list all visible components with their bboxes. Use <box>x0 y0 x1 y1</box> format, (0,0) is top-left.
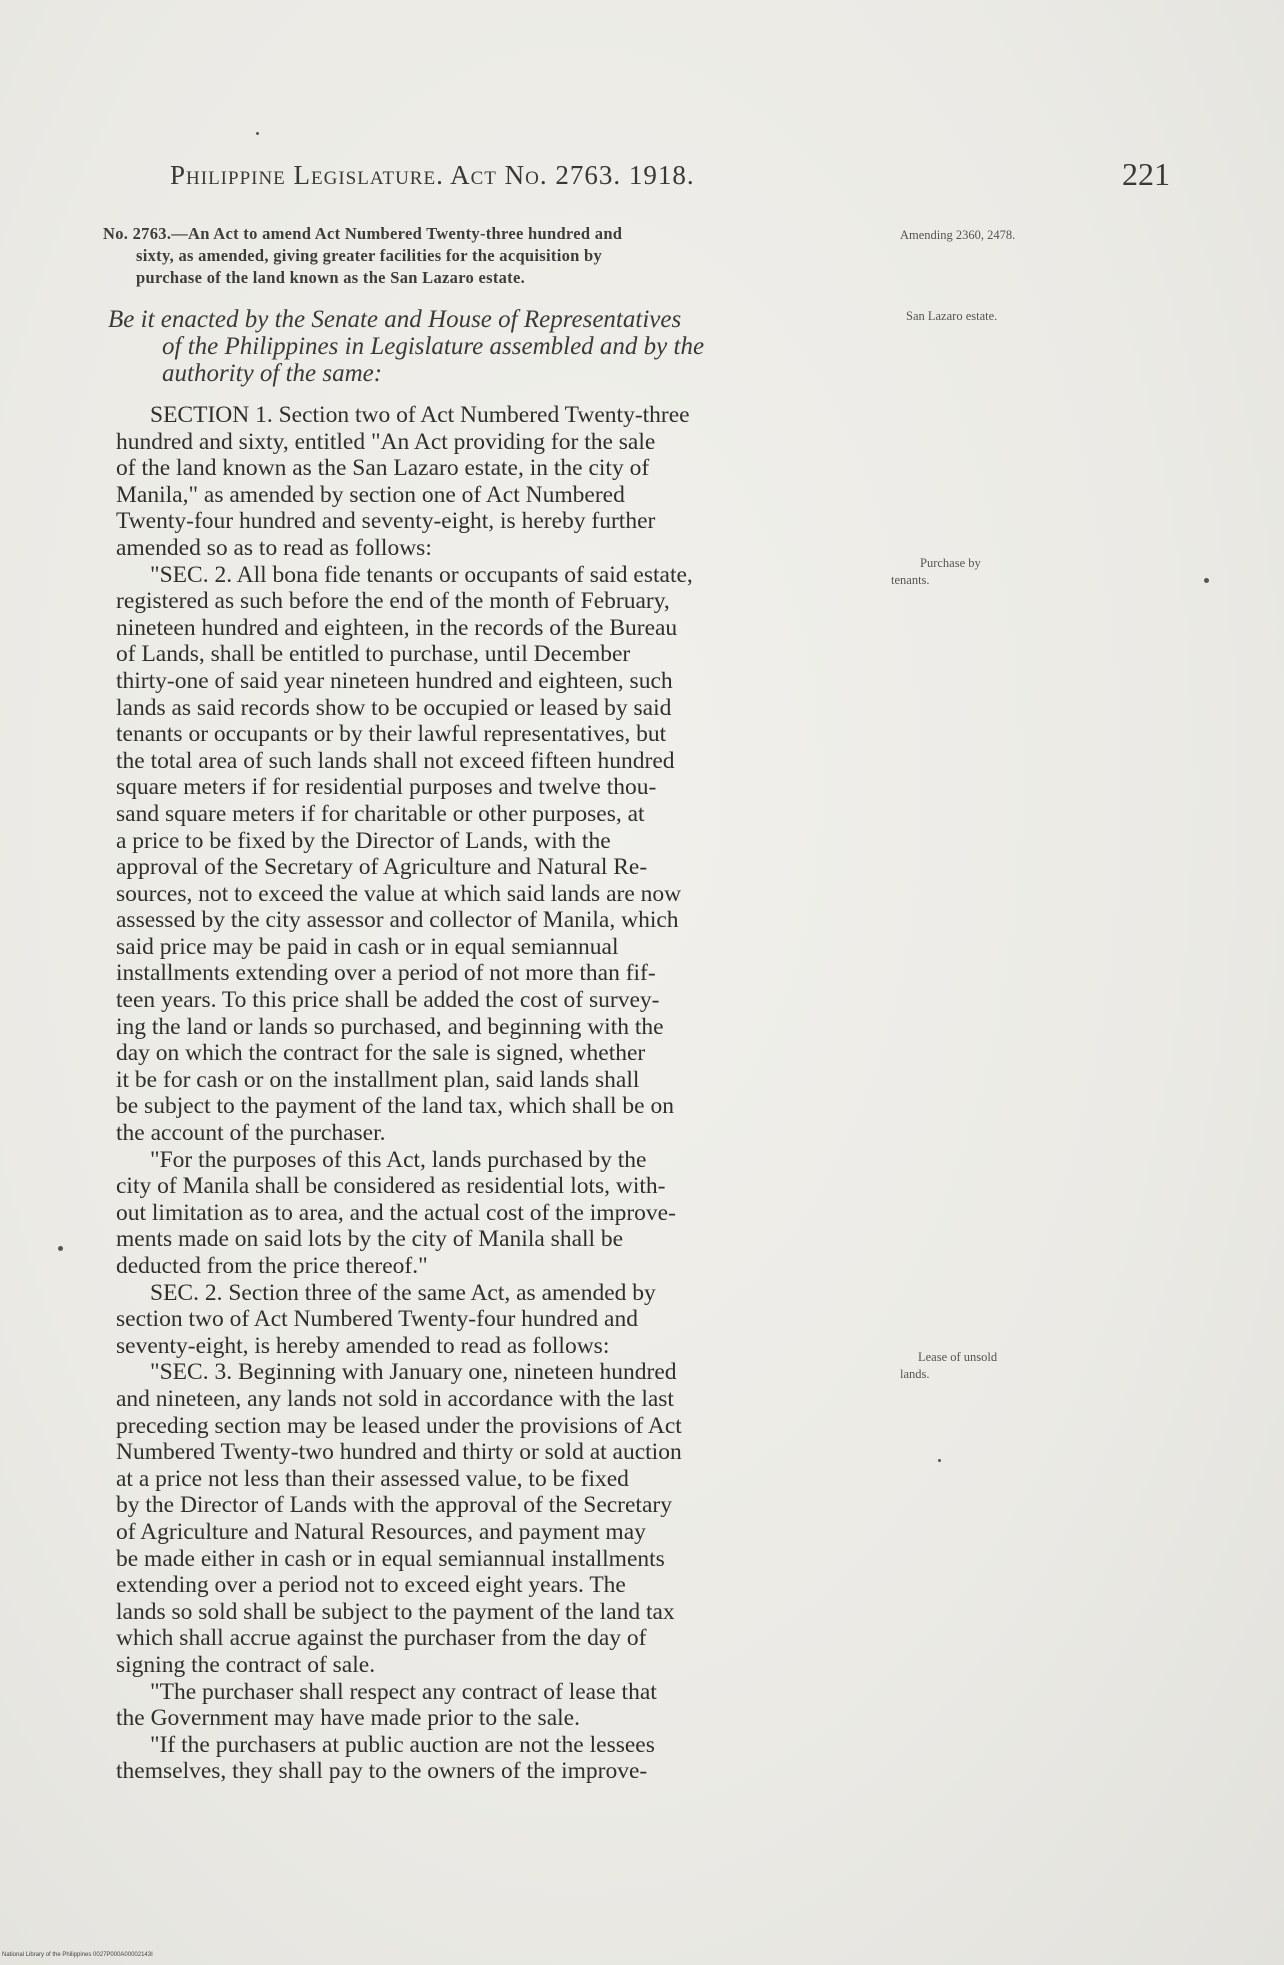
body-text <box>116 402 886 1785</box>
body-line: signing the contract of sale. <box>116 1651 376 1678</box>
act-title-line: No. 2763.—An Act to amend Act Numbered Twenty-three hundred and <box>103 224 623 243</box>
body-line: "SEC. 2. All bona fide tenants or occupants of said estate, <box>150 561 693 588</box>
body-line: ing the land or lands so purchased, and beginning with the <box>116 1013 664 1040</box>
enacting-line: Be it enacted by the Senate and House of Representatives <box>108 306 682 333</box>
body-line: of Lands, shall be entitled to purchase, until December <box>116 641 631 668</box>
body-line: and nineteen, any lands not sold in accordance with the last <box>116 1385 674 1412</box>
act-title <box>103 223 883 289</box>
body-line: amended so as to read as follows: <box>116 534 432 561</box>
body-line: Manila," as amended by section one of Act Numbered <box>116 481 625 508</box>
page-header <box>170 156 1170 200</box>
body-line: "For the purposes of this Act, lands purchased by the <box>150 1146 647 1173</box>
body-line: tenants or occupants or by their lawful representatives, but <box>116 721 667 748</box>
body-line: square meters if for residential purposes and twelve thou- <box>116 774 657 801</box>
body-line: out limitation as to area, and the actual cost of the improve- <box>116 1199 676 1226</box>
body-line: extending over a period not to exceed eight years. The <box>116 1572 626 1599</box>
body-line: Numbered Twenty-two hundred and thirty or sold at auction <box>116 1439 682 1466</box>
body-line: day on which the contract for the sale is signed, whether <box>116 1040 646 1067</box>
body-line: the Government may have made prior to the sale. <box>116 1705 580 1732</box>
body-line: SECTION 1. Section two of Act Numbered Twenty-three <box>150 402 690 428</box>
body-line: deducted from the price thereof." <box>116 1253 428 1279</box>
body-line: lands so sold shall be subject to the payment of the land tax <box>116 1598 675 1625</box>
body-line: hundred and sixty, entitled "An Act providing for the sale <box>116 428 656 455</box>
body-line: "If the purchasers at public auction are not the lessees <box>150 1731 655 1758</box>
body-line: which shall accrue against the purchaser from the day of <box>116 1625 647 1652</box>
body-line: seventy-eight, is hereby amended to read as follows: <box>116 1332 610 1359</box>
body-line: thirty-one of said year nineteen hundred and eighteen, such <box>116 667 673 694</box>
body-line: of Agriculture and Natural Resources, and payment may <box>116 1518 646 1545</box>
enacting-line: of the Philippines in Legislature assembled and by the <box>162 333 705 360</box>
act-title-line: sixty, as amended, giving greater facilities for the acquisition by <box>136 246 603 265</box>
body-line: preceding section may be leased under the provisions of Act <box>116 1412 682 1439</box>
body-line: sand square meters if for charitable or other purposes, at <box>116 800 645 827</box>
body-line: "The purchaser shall respect any contract of lease that <box>150 1678 657 1705</box>
body-line: approval of the Secretary of Agriculture and Natural Re- <box>116 854 648 881</box>
body-line: the account of the purchaser. <box>116 1120 386 1147</box>
body-line: it be for cash or on the installment plan, said lands shall <box>116 1066 640 1093</box>
enacting-clause <box>108 306 888 387</box>
body-line: lands as said records show to be occupied or leased by said <box>116 694 672 721</box>
margin-note-lease: Lease of unsold <box>918 1350 998 1364</box>
body-line: themselves, they shall pay to the owners of the improve- <box>116 1758 648 1785</box>
body-line: nineteen hundred and eighteen, in the records of the Bureau <box>116 614 678 641</box>
body-line: section two of Act Numbered Twenty-four hundred and <box>116 1306 638 1333</box>
body-line: "SEC. 3. Beginning with January one, nineteen hundred <box>150 1359 677 1386</box>
body-line: SEC. 2. Section three of the same Act, as amended by <box>150 1279 656 1306</box>
margin-note-estate: San Lazaro estate. <box>906 309 998 323</box>
running-head: Philippine Legislature. Act No. 2763. 1918. <box>170 160 695 190</box>
body-line: be subject to the payment of the land tax, which shall be on <box>116 1093 674 1120</box>
body-line: assessed by the city assessor and collector of Manila, which <box>116 907 679 934</box>
archive-stamp: National Library of the Philippines 0027P000A00002143I <box>2 1952 153 1958</box>
margin-note-amending: Amending 2360, 2478. <box>900 228 1016 242</box>
enacting-line: authority of the same: <box>162 360 383 387</box>
body-line: of the land known as the San Lazaro estate, in the city of <box>116 455 650 482</box>
page-number: 221 <box>1122 156 1170 192</box>
body-line: be made either in cash or in equal semiannual installments <box>116 1545 665 1572</box>
body-line: ments made on said lots by the city of Manila shall be <box>116 1226 624 1253</box>
act-title-line: purchase of the land known as the San Lazaro estate. <box>136 268 526 287</box>
body-line: installments extending over a period of not more than fif- <box>116 960 656 987</box>
body-line: said price may be paid in cash or in equal semiannual <box>116 933 619 960</box>
body-line: sources, not to exceed the value at which said lands are now <box>116 880 682 907</box>
body-line: registered as such before the end of the month of February, <box>116 588 670 615</box>
body-line: a price to be fixed by the Director of Lands, with the <box>116 827 611 854</box>
body-line: by the Director of Lands with the approval of the Secretary <box>116 1492 672 1519</box>
body-line: city of Manila shall be considered as residential lots, with- <box>116 1173 666 1200</box>
margin-note-lease-cont: lands. <box>900 1367 930 1381</box>
margin-note-purchase: Purchase by <box>920 556 981 570</box>
margin-note-purchase-cont: tenants. <box>891 573 930 587</box>
body-line: teen years. To this price shall be added the cost of survey- <box>116 987 660 1014</box>
body-line: the total area of such lands shall not exceed fifteen hundred <box>116 747 675 774</box>
body-line: at a price not less than their assessed value, to be fixed <box>116 1465 629 1492</box>
body-line: Twenty-four hundred and seventy-eight, is hereby further <box>116 508 656 535</box>
